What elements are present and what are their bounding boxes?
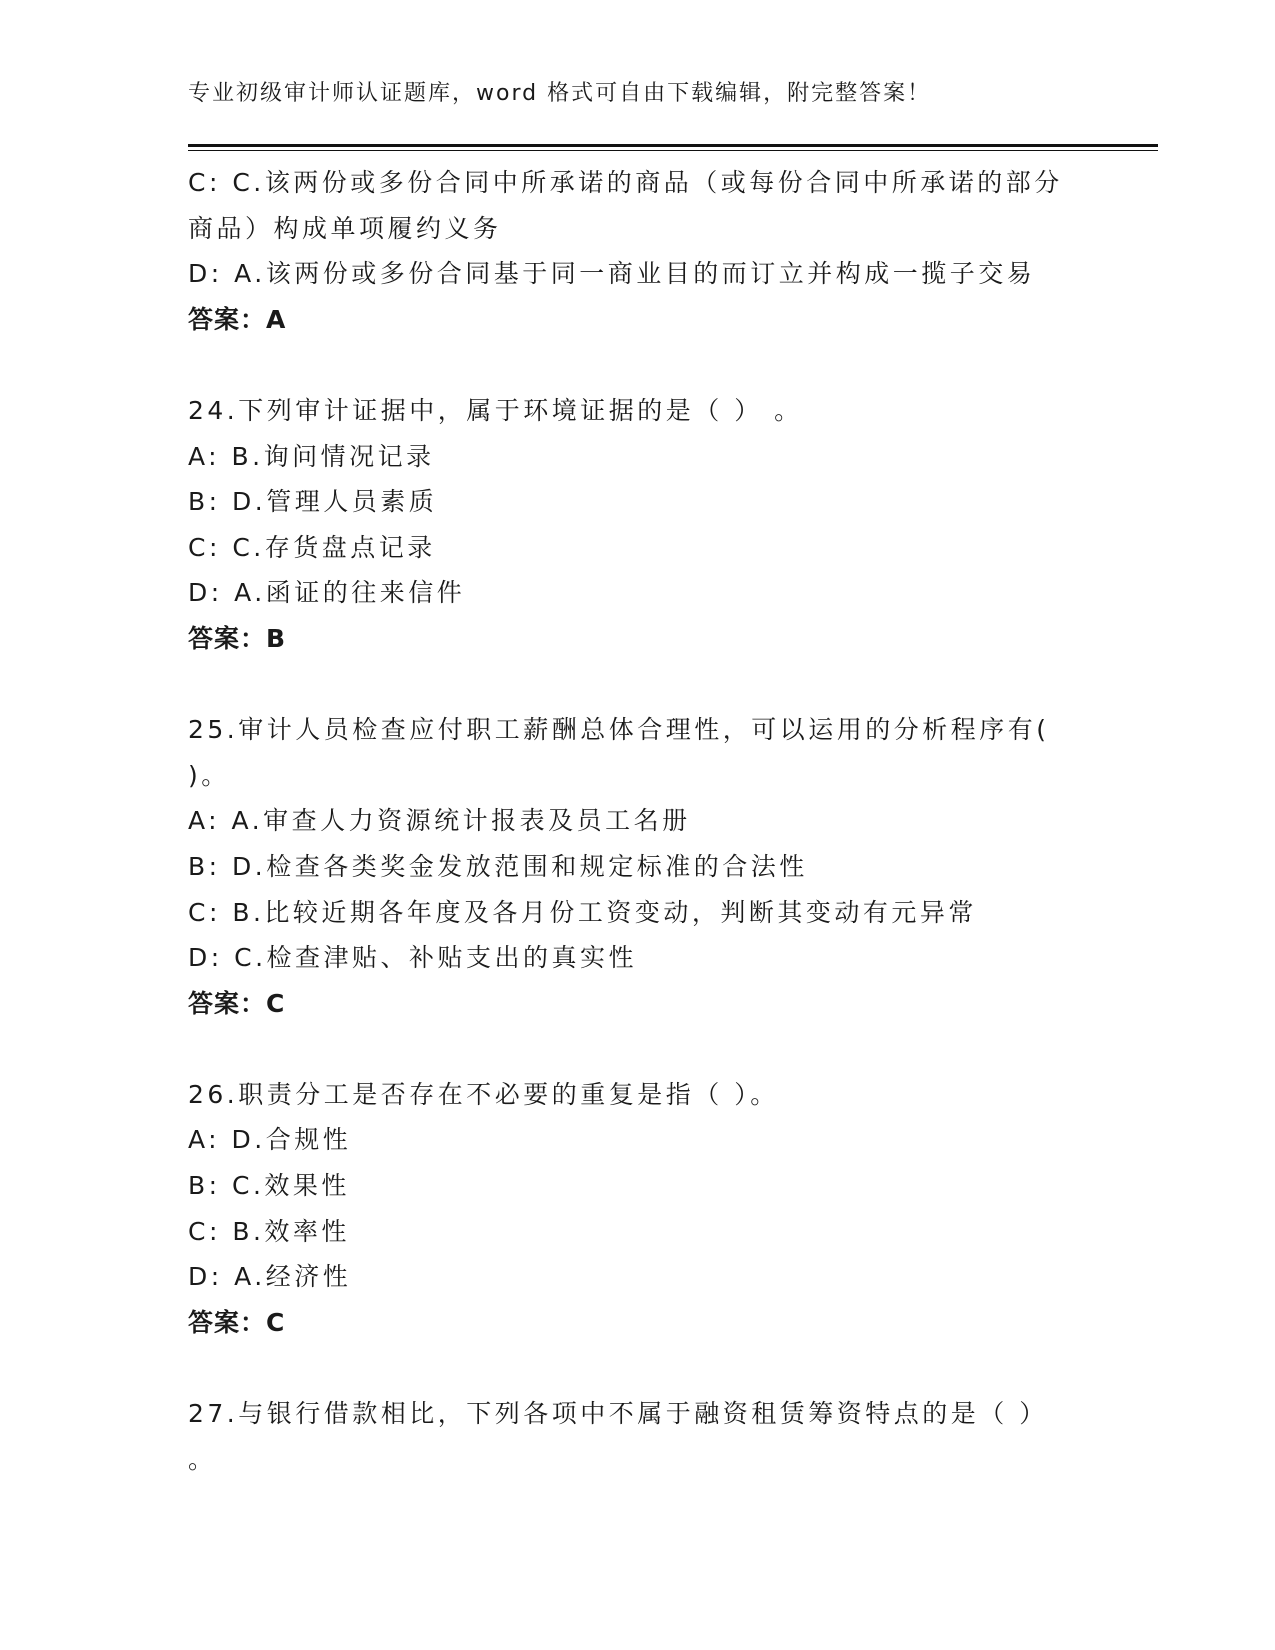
text-line: D: A.经济性: [188, 1262, 352, 1292]
text-line: C: C.存货盘点记录: [188, 532, 436, 562]
text-line: D: C.检查津贴、补贴支出的真实性: [188, 943, 638, 973]
answer-line: 答案：C: [188, 1307, 286, 1337]
blank-line: [188, 342, 1088, 388]
text-line: 26.职责分工是否存在不必要的重复是指（ ）。: [188, 1079, 779, 1109]
blank-line: [188, 1345, 1088, 1391]
text-line: C: B.比较近期各年度及各月份工资变动，判断其变动有元异常: [188, 897, 977, 927]
answer-line: 答案：C: [188, 988, 286, 1018]
text-line: A: B.询问情况记录: [188, 441, 435, 471]
text-line: 商品）构成单项履约义务: [188, 213, 502, 243]
text-line: 25.审计人员检查应付职工薪酬总体合理性，可以运用的分析程序有(: [188, 715, 1050, 745]
header-rule-thin: [188, 150, 1158, 151]
text-line: B: C.效果性: [188, 1171, 350, 1201]
text-line: B: D.管理人员素质: [188, 487, 438, 517]
text-line: B: D.检查各类奖金发放范围和规定标准的合法性: [188, 851, 808, 881]
text-line: C: B.效率性: [188, 1216, 350, 1246]
header-rule-thick: [188, 144, 1158, 147]
answer-line: 答案：A: [188, 304, 287, 334]
text-line: 。: [188, 1444, 217, 1474]
blank-line: [188, 1026, 1088, 1072]
text-line: 24.下列审计证据中，属于环境证据的是（ ） 。: [188, 395, 803, 425]
text-line: A: A.审查人力资源统计报表及员工名册: [188, 806, 691, 836]
answer-line: 答案：B: [188, 623, 287, 653]
text-line: C: C.该两份或多份合同中所承诺的商品（或每份合同中所承诺的部分: [188, 168, 1063, 197]
text-line: D: A.函证的往来信件: [188, 578, 466, 608]
text-line: )。: [188, 760, 230, 790]
text-line: A: D.合规性: [188, 1125, 352, 1155]
text-line: 27.与银行借款相比，下列各项中不属于融资租赁筹资特点的是（ ）: [188, 1399, 1048, 1429]
blank-line: [188, 662, 1088, 708]
question-content: [188, 160, 1088, 1482]
header-note: 专业初级审计师认证题库，word 格式可自由下载编辑，附完整答案！: [188, 81, 932, 106]
text-line: D: A.该两份或多份合同基于同一商业目的而订立并构成一揽子交易: [188, 259, 1036, 289]
